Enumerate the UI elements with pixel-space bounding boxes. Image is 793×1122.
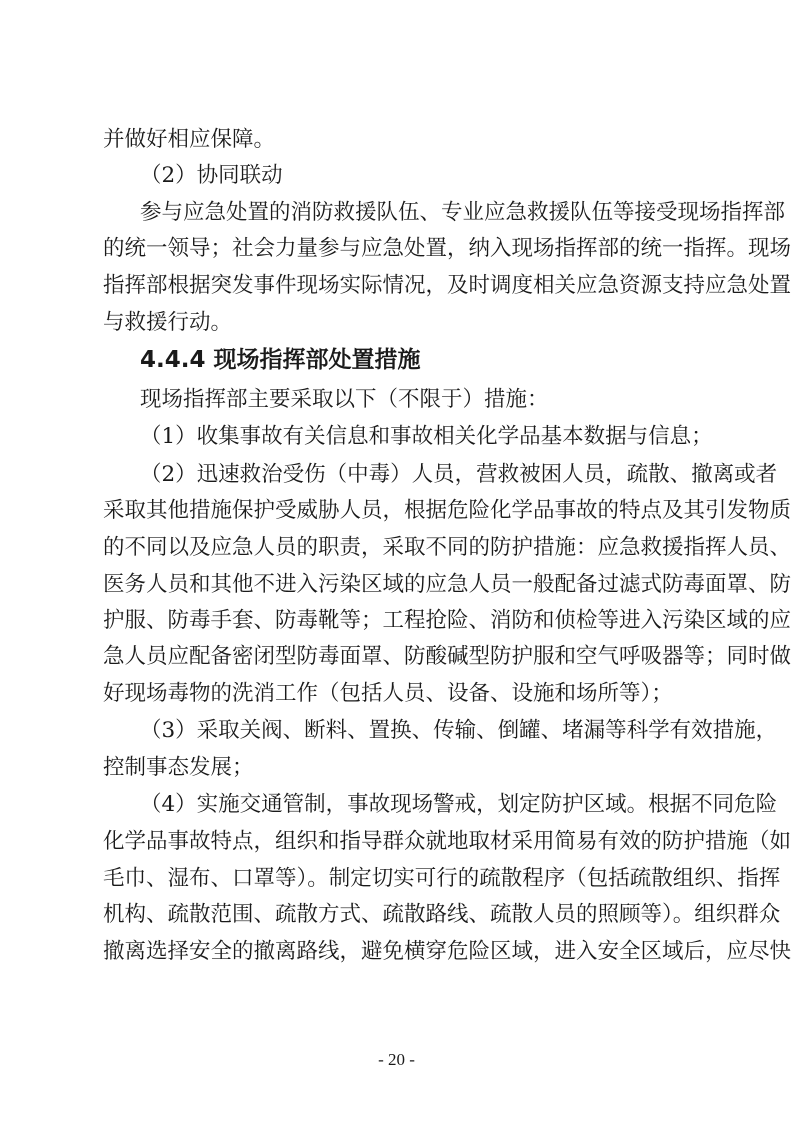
text-line: 化学品事故特点，组织和指导群众就地取材采用简易有效的防护措施（如 [103,829,792,854]
text-line: 指挥部根据突发事件现场实际情况，及时调度相关应急资源支持应急处置 [103,273,792,298]
text-line: 参与应急处置的消防救援队伍、专业应急救援队伍等接受现场指挥部 [140,200,786,225]
text-line: 急人员应配备密闭型防毒面罩、防酸碱型防护服和空气呼吸器等；同时做 [103,644,792,669]
text-line: 与救援行动。 [103,310,233,335]
text-line: 医务人员和其他不进入污染区域的应急人员一般配备过滤式防毒面罩、防 [103,572,792,597]
page-number: - 20 - [378,1050,415,1069]
text-line: 的不同以及应急人员的职责，采取不同的防护措施：应急救援指挥人员、 [103,535,792,560]
text-line: 的统一领导；社会力量参与应急处置，纳入现场指挥部的统一指挥。现场 [103,236,792,261]
text-line: 撤离选择安全的撤离路线，避免横穿危险区域，进入安全区域后，应尽快 [103,939,792,964]
text-line: 毛巾、湿布、口罩等）。制定切实可行的疏散程序（包括疏散组织、指挥 [103,866,781,891]
text-line: （1）收集事故有关信息和事故相关化学品基本数据与信息； [140,424,713,449]
text-line: 护服、防毒手套、防毒靴等；工程抢险、消防和侦检等进入污染区域的应 [103,608,792,633]
text-line: （3）采取关阀、断料、置换、传输、倒罐、堵漏等科学有效措施， [140,718,778,743]
text-line: （4）实施交通管制，事故现场警戒，划定防护区域。根据不同危险 [140,792,778,817]
text-line: 好现场毒物的洗消工作（包括人员、设备、设施和场所等）； [103,681,673,706]
section-heading: 4.4.4 现场指挥部处置措施 [140,347,421,373]
text-line: 现场指挥部主要采取以下（不限于）措施： [140,387,549,412]
text-line: （2）迅速救治受伤（中毒）人员，营救被困人员，疏散、撤离或者 [140,462,778,487]
text-line: （2）协同联动 [140,163,283,188]
text-line: 控制事态发展； [103,755,254,780]
text-line: 并做好相应保障。 [103,127,276,152]
text-line: 机构、疏散范围、疏散方式、疏散路线、疏散人员的照顾等）。组织群众 [103,902,781,927]
text-line: 采取其他措施保护受威胁人员，根据危险化学品事故的特点及其引发物质 [103,498,792,523]
